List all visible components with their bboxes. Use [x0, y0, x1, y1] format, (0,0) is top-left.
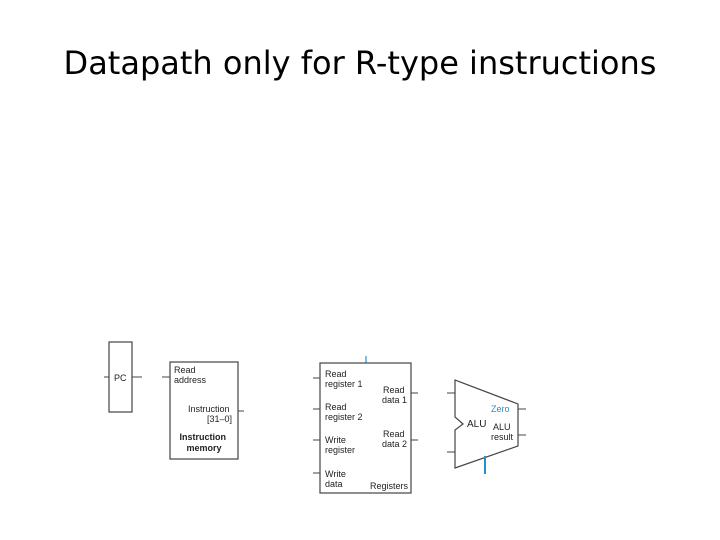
alu-zero-label: Zero: [491, 404, 510, 414]
write-register-line-1: Write: [325, 435, 346, 445]
read-data-2-label: [382, 429, 407, 449]
read-register-2-line-1: Read: [325, 402, 347, 412]
register-file: [313, 356, 418, 493]
read-register-1-line-2: register 1: [325, 379, 363, 389]
read-register-2-line-2: register 2: [325, 412, 363, 422]
read-data-1-line-2: data 1: [381, 395, 407, 405]
write-register-line-2: register: [325, 445, 356, 455]
instruction-output-line-2: [31–0]: [206, 414, 232, 424]
instruction-memory-title-line-2: memory: [186, 443, 222, 453]
alu-result-line-2: result: [491, 432, 514, 442]
pc-register: [104, 342, 142, 412]
instruction-memory: [162, 362, 244, 459]
read-data-2-line-2: data 2: [381, 439, 407, 449]
write-data-line-2: data: [325, 479, 343, 489]
read-data-1-line-1: Read: [382, 385, 405, 395]
slide-title: Datapath only for R-type instructions: [63, 44, 657, 82]
pc-label: PC: [114, 373, 127, 383]
instruction-memory-title: [179, 432, 228, 453]
instruction-memory-title-line-1: Instruction: [179, 432, 226, 442]
read-address-line-1: Read: [174, 365, 196, 375]
instruction-output-line-1: Instruction: [187, 404, 230, 414]
read-register-1-line-1: Read: [325, 369, 347, 379]
registers-title: Registers: [369, 481, 408, 491]
alu-result-line-1: ALU: [493, 422, 511, 432]
alu-unit: [447, 380, 526, 474]
write-data-line-1: Write: [325, 469, 346, 479]
alu-label: ALU: [467, 419, 487, 430]
read-data-1-label: [382, 385, 407, 405]
read-address-line-2: address: [174, 375, 207, 385]
alu-result-label: [491, 422, 514, 442]
read-data-2-line-1: Read: [382, 429, 405, 439]
